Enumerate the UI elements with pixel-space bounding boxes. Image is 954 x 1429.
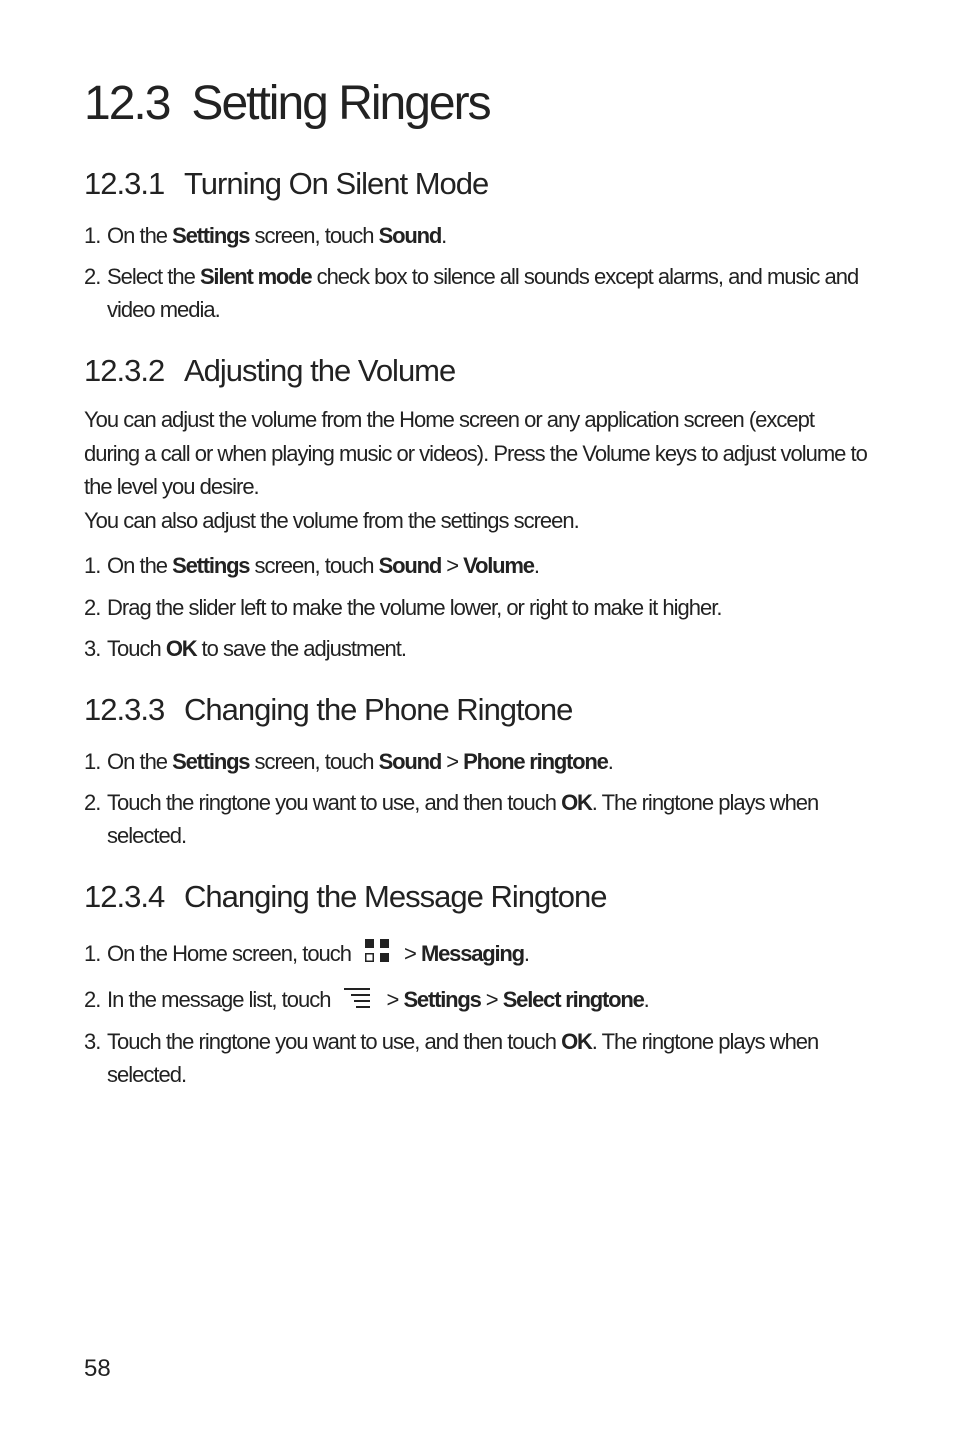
item-text: Touch the ringtone you want to use, and then touch: [107, 790, 562, 815]
bold-term: Messaging: [421, 941, 524, 966]
separator: >: [404, 941, 421, 966]
item-text: .: [607, 749, 613, 774]
item-text: check box to silence all sounds except alarms, and music and video media.: [107, 264, 859, 322]
item-text: to save the adjustment.: [196, 636, 407, 661]
item-text: .: [523, 941, 530, 966]
separator: >: [386, 987, 404, 1012]
bold-term: Phone ringtone: [463, 749, 608, 774]
bold-term: Select ringtone: [502, 987, 644, 1012]
item-text: . The ringtone plays when selected.: [107, 1029, 819, 1087]
title-number: 12.3: [84, 77, 170, 130]
section-heading-silent-mode: [84, 166, 488, 202]
bold-term: Settings: [403, 987, 481, 1012]
bold-term: OK: [561, 790, 592, 815]
menu-icon: [344, 985, 372, 1018]
section-number: 12.3.4: [84, 879, 165, 914]
list-item: [84, 549, 874, 582]
bold-term: Settings: [172, 223, 250, 248]
section-title: Changing the Phone Ringtone: [184, 692, 573, 727]
section-title: Turning On Silent Mode: [184, 166, 489, 201]
item-text: . The ringtone plays when selected.: [107, 790, 819, 848]
item-number: 2.: [84, 264, 101, 289]
list-item: [84, 219, 874, 252]
list-item: [84, 260, 874, 326]
section-heading-message-ringtone: [84, 879, 607, 915]
list-item: [84, 786, 874, 852]
bold-term: Settings: [172, 553, 250, 578]
app-grid-icon: [365, 939, 390, 972]
item-text: Select the: [107, 264, 200, 289]
title-text: Setting Ringers: [191, 77, 490, 130]
item-text: On the Home screen, touch: [107, 941, 352, 966]
separator: >: [441, 553, 464, 578]
item-text: .: [533, 553, 539, 578]
item-number: 1.: [84, 749, 101, 774]
list-item: [84, 632, 874, 665]
item-text: In the message list, touch: [107, 987, 331, 1012]
section-number: 12.3.2: [84, 353, 165, 388]
bold-term: Settings: [172, 749, 250, 774]
list-item: [84, 1025, 874, 1091]
list-item: [84, 983, 874, 1018]
item-text: screen, touch: [249, 749, 379, 774]
page-title: [84, 76, 490, 131]
bold-term: OK: [165, 636, 197, 661]
item-text: screen, touch: [249, 223, 379, 248]
bold-term: Sound: [378, 749, 442, 774]
item-text: On the: [107, 223, 173, 248]
item-text: .: [643, 987, 649, 1012]
section-number: 12.3.3: [84, 692, 165, 727]
paragraph: You can adjust the volume from the Home screen or any application screen (except during a call or when playing music or videos). Press the Volume keys to adjust volume to the level you desire.: [84, 407, 867, 499]
item-number: 3.: [84, 636, 101, 661]
bold-term: Silent mode: [199, 264, 312, 289]
item-text: Touch: [107, 636, 166, 661]
section-heading-phone-ringtone: [84, 692, 572, 728]
item-text: On the: [107, 749, 173, 774]
item-number: 2.: [84, 987, 101, 1012]
item-text: Drag the slider left to make the volume lower, or right to make it higher.: [107, 595, 722, 620]
item-number: 1.: [84, 553, 101, 578]
item-number: 2.: [84, 595, 101, 620]
item-number: 2.: [84, 790, 101, 815]
item-number: 1.: [84, 941, 101, 966]
item-text: screen, touch: [249, 553, 379, 578]
list-item: [84, 745, 874, 778]
bold-term: Sound: [378, 553, 442, 578]
item-text: On the: [107, 553, 173, 578]
separator: >: [480, 987, 503, 1012]
section-title: Changing the Message Ringtone: [184, 879, 607, 914]
separator: >: [441, 749, 464, 774]
list-item: [84, 937, 874, 972]
page-number: 58: [84, 1355, 111, 1382]
item-number: 3.: [84, 1029, 101, 1054]
bold-term: OK: [561, 1029, 592, 1054]
bold-term: Sound: [378, 223, 442, 248]
paragraph: You can also adjust the volume from the settings screen.: [84, 508, 579, 533]
item-text: Touch the ringtone you want to use, and then touch: [107, 1029, 562, 1054]
section-title: Adjusting the Volume: [184, 353, 456, 388]
section-heading-adjusting-volume: [84, 353, 455, 389]
section-number: 12.3.1: [84, 166, 165, 201]
list-item: [84, 591, 874, 624]
item-number: 1.: [84, 223, 101, 248]
bold-term: Volume: [463, 553, 534, 578]
item-text: .: [441, 223, 447, 248]
